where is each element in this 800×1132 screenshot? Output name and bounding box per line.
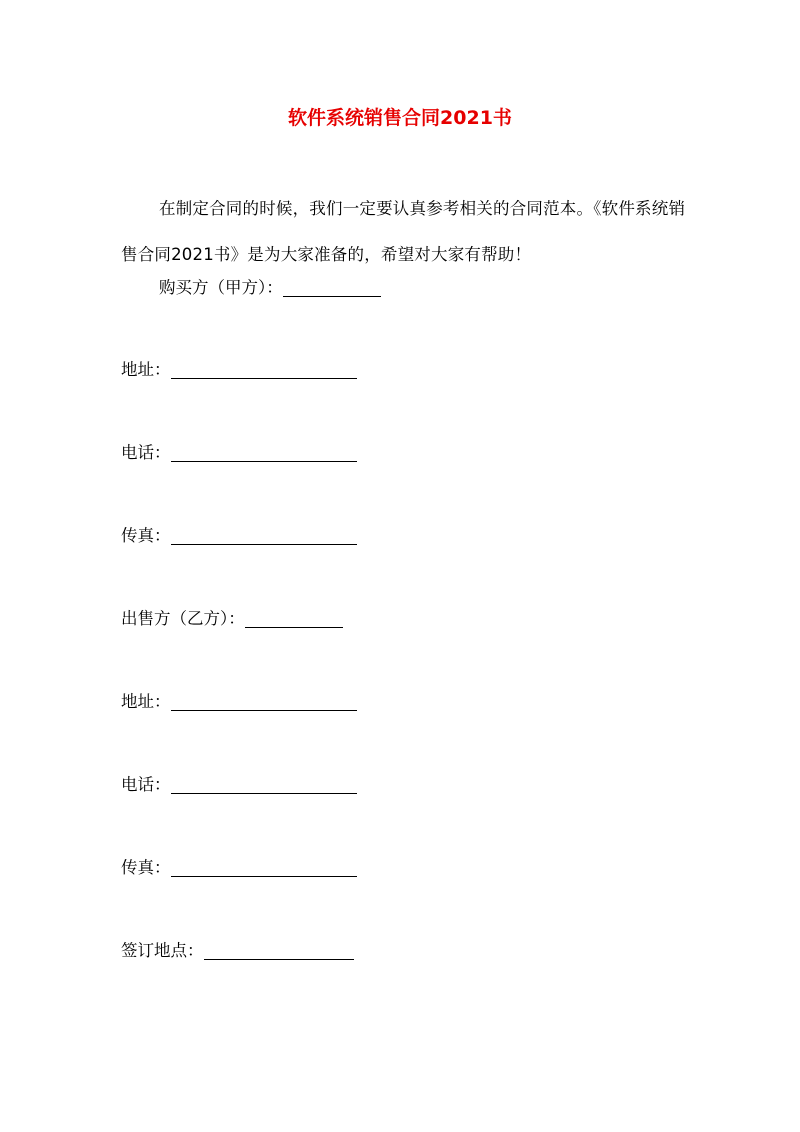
document-title: 软件系统销售合同2021书 xyxy=(288,107,512,129)
seller-phone-label: 电话： xyxy=(121,775,171,794)
seller-address-blank[interactable] xyxy=(171,691,357,711)
seller-phone-blank[interactable] xyxy=(171,774,357,794)
seller-blank[interactable] xyxy=(245,608,343,628)
seller-line xyxy=(121,607,343,631)
signing-place-line xyxy=(121,939,354,963)
seller-fax-blank[interactable] xyxy=(171,857,357,877)
seller-fax-label: 传真： xyxy=(121,858,171,877)
seller-label: 出售方（乙方）： xyxy=(121,609,245,628)
buyer-address-line xyxy=(121,358,357,382)
buyer-fax-label: 传真： xyxy=(121,526,171,545)
seller-phone-line xyxy=(121,773,357,797)
signing-place-label: 签订地点： xyxy=(121,941,204,960)
buyer-address-label: 地址： xyxy=(121,360,171,379)
seller-address-label: 地址： xyxy=(121,692,171,711)
seller-address-line xyxy=(121,690,357,714)
buyer-line xyxy=(159,276,381,300)
buyer-address-blank[interactable] xyxy=(171,359,357,379)
buyer-phone-blank[interactable] xyxy=(171,442,357,462)
seller-fax-line xyxy=(121,856,357,880)
buyer-fax-line xyxy=(121,524,357,548)
buyer-label: 购买方（甲方）： xyxy=(159,278,283,297)
buyer-phone-line xyxy=(121,441,357,465)
buyer-fax-blank[interactable] xyxy=(171,525,357,545)
buyer-blank[interactable] xyxy=(283,277,381,297)
buyer-phone-label: 电话： xyxy=(121,443,171,462)
intro-paragraph: 在制定合同的时候，我们一定要认真参考相关的合同范本。《软件系统销售合同2021书》是为大家准备的，希望对大家有帮助！ xyxy=(121,199,686,264)
signing-place-blank[interactable] xyxy=(204,940,354,960)
